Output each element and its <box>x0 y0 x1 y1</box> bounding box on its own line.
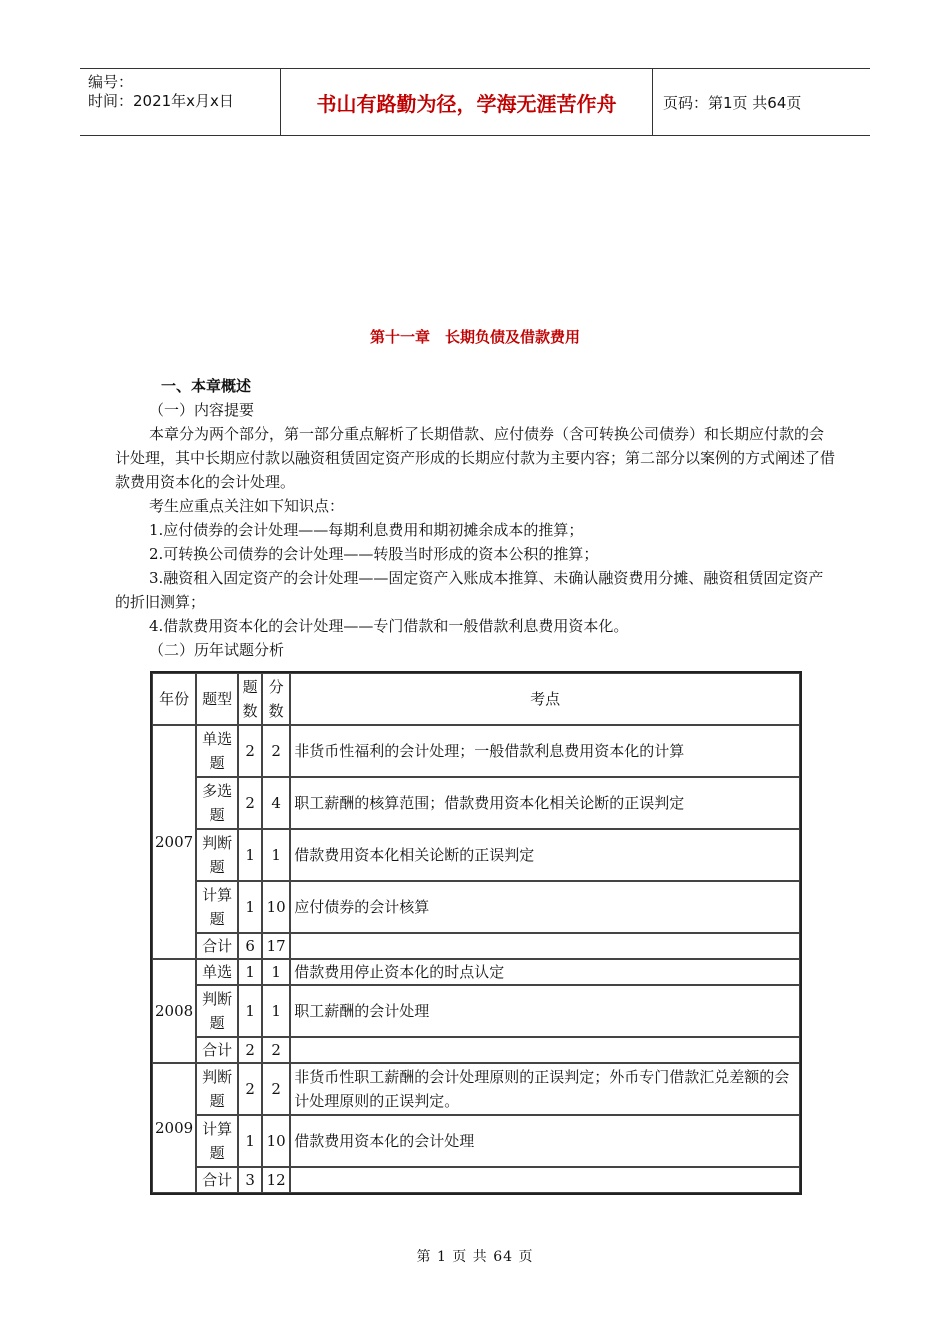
header-count: 题数 <box>238 673 262 725</box>
table-row <box>152 881 800 933</box>
type-cell: 单选题 <box>196 725 238 777</box>
header-motto: 书山有路勤为径，学海无涯苦作舟 <box>281 69 653 135</box>
type-cell: 多选题 <box>196 777 238 829</box>
paragraph-summary: 本章分为两个部分，第一部分重点解析了长期借款、应付债券（含可转换公司债券）和长期应付款的会计处理，其中长期应付款以融资租赁固定资产形成的长期应付款为主要内容；第二部分以案例的方式阐述了借款费用资本化的会计处理。 <box>115 425 836 491</box>
type-cell: 单选 <box>196 959 238 985</box>
topic-cell: 借款费用资本化的会计处理 <box>290 1115 800 1167</box>
page-footer: 第 1 页 共 64 页 <box>416 1249 534 1265</box>
score-cell: 2 <box>262 1063 290 1115</box>
table-total-row <box>152 1167 800 1193</box>
type-cell: 计算题 <box>196 881 238 933</box>
table-row <box>152 725 800 777</box>
year-cell: 2007 <box>152 725 196 959</box>
type-cell: 计算题 <box>196 1115 238 1167</box>
header-type: 题型 <box>196 673 238 725</box>
type-cell: 合计 <box>196 933 238 959</box>
topic-cell: 职工薪酬的核算范围；借款费用资本化相关论断的正误判定 <box>290 777 800 829</box>
count-cell: 2 <box>238 1037 262 1063</box>
header-topic: 考点 <box>290 673 800 725</box>
count-cell: 1 <box>238 985 262 1037</box>
year-cell: 2008 <box>152 959 196 1063</box>
topic-cell: 非货币性福利的会计处理；一般借款利息费用资本化的计算 <box>290 725 800 777</box>
section-heading: 一、本章概述 <box>161 377 252 395</box>
number-label: 编号： <box>88 73 134 91</box>
table-row <box>152 777 800 829</box>
score-cell: 1 <box>262 985 290 1037</box>
topic-cell: 职工薪酬的会计处理 <box>290 985 800 1037</box>
header-year: 年份 <box>152 673 196 725</box>
type-cell: 判断题 <box>196 985 238 1037</box>
subsection-heading-content: （一）内容提要 <box>149 401 255 419</box>
count-cell: 3 <box>238 1167 262 1193</box>
date-label: 时间：2021年x月x日 <box>88 92 234 110</box>
topic-cell: 借款费用资本化相关论断的正误判定 <box>290 829 800 881</box>
table-row <box>152 829 800 881</box>
type-cell: 判断题 <box>196 1063 238 1115</box>
table-row <box>152 985 800 1037</box>
table-header-row <box>152 673 800 725</box>
count-cell: 2 <box>238 725 262 777</box>
type-cell: 合计 <box>196 1037 238 1063</box>
list-item: 2.可转换公司债券的会计处理——转股当时形成的资本公积的推算； <box>149 545 599 563</box>
score-cell: 1 <box>262 959 290 985</box>
topic-cell: 借款费用停止资本化的时点认定 <box>290 959 800 985</box>
exam-analysis-table <box>150 671 802 1195</box>
topic-cell: 非货币性职工薪酬的会计处理原则的正误判定；外币专门借款汇兑差额的会计处理原则的正误判定。 <box>290 1063 800 1115</box>
score-cell: 4 <box>262 777 290 829</box>
header-page-label: 页码：第1页 共64页 <box>663 93 802 112</box>
topic-cell: 应付债券的会计核算 <box>290 881 800 933</box>
score-cell: 2 <box>262 725 290 777</box>
subsection-heading-analysis: （二）历年试题分析 <box>149 641 285 659</box>
score-cell: 17 <box>262 933 290 959</box>
table-row <box>152 959 800 985</box>
header-score: 分数 <box>262 673 290 725</box>
score-cell: 2 <box>262 1037 290 1063</box>
table-row <box>152 1063 800 1115</box>
list-item: 3.融资租入固定资产的会计处理——固定资产入账成本推算、未确认融资费用分摊、融资租赁固定资产的折旧测算； <box>115 569 824 611</box>
paragraph-focus: 考生应重点关注如下知识点： <box>149 497 345 515</box>
table-total-row <box>152 1037 800 1063</box>
table-row <box>152 1115 800 1167</box>
list-item: 4.借款费用资本化的会计处理——专门借款和一般借款利息费用资本化。 <box>149 617 629 635</box>
count-cell: 2 <box>238 777 262 829</box>
topic-cell <box>290 933 800 959</box>
document-body <box>115 374 837 662</box>
list-item: 1.应付债券的会计处理——每期利息费用和期初摊余成本的推算； <box>149 521 584 539</box>
count-cell: 1 <box>238 881 262 933</box>
score-cell: 10 <box>262 881 290 933</box>
year-cell: 2009 <box>152 1063 196 1193</box>
document-header <box>80 68 870 136</box>
chapter-title: 第十一章 长期负债及借款费用 <box>369 328 580 346</box>
topic-cell <box>290 1037 800 1063</box>
type-cell: 判断题 <box>196 829 238 881</box>
count-cell: 6 <box>238 933 262 959</box>
count-cell: 1 <box>238 959 262 985</box>
score-cell: 12 <box>262 1167 290 1193</box>
score-cell: 1 <box>262 829 290 881</box>
table-total-row <box>152 933 800 959</box>
type-cell: 合计 <box>196 1167 238 1193</box>
count-cell: 2 <box>238 1063 262 1115</box>
count-cell: 1 <box>238 829 262 881</box>
count-cell: 1 <box>238 1115 262 1167</box>
topic-cell <box>290 1167 800 1193</box>
score-cell: 10 <box>262 1115 290 1167</box>
header-meta <box>80 69 281 135</box>
